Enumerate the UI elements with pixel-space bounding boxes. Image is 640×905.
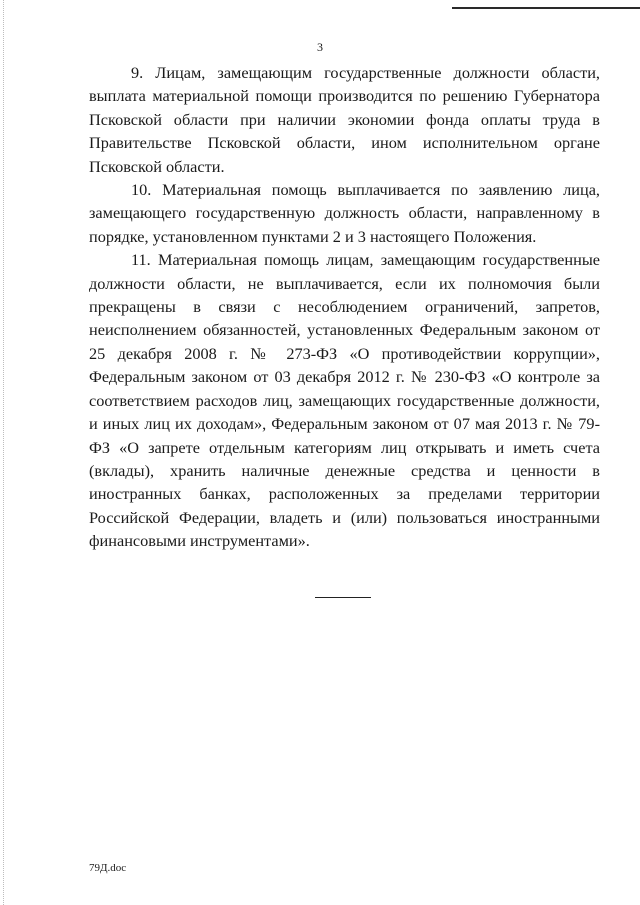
scan-top-line: [452, 7, 640, 9]
footer-filename: 79Д.doc: [89, 862, 127, 874]
scan-left-edge: [3, 0, 4, 905]
paragraph-10: 10. Материальная помощь выплачивается по заявлению лица, замещающего государственную должность области, направленному в порядке, установленном пунктами 2 и 3 настоящего Положения.: [89, 180, 600, 246]
document-body: [89, 61, 600, 553]
paragraph-9: 9. Лицам, замещающим государственные должности области, выплата материальной помощи производится по решению Губернатора Псковской области при наличии экономии фонда оплаты труда в Правительстве Псковской области, ином исполнительном органе Псковской области.: [89, 63, 600, 176]
paragraph-11: 11. Материальная помощь лицам, замещающим государственные должности области, не выплачивается, если их полномочия были прекращены в связи с несоблюдением ограничений, запретов, неисполнением обязанностей, установленных Федеральным законом от 25 декабря 2008 г. № 273-ФЗ «О противодействии коррупции», Федеральным законом от 03 декабря 2012 г. № 230-ФЗ «О контроле за соответствием расходов лиц, замещающих государственные должности, и иных лиц их доходам», Федеральным законом от 07 мая 2013 г. № 79-ФЗ «О запрете отдельным категориям лиц открывать и иметь счета (вклады), хранить наличные денежные средства и ценности в иностранных банках, расположенных за пределами территории Российской Федерации, владеть и (или) пользоваться иностранными финансовыми инструментами».: [89, 250, 600, 551]
page-number: 3: [317, 40, 323, 54]
end-divider: [315, 597, 371, 598]
